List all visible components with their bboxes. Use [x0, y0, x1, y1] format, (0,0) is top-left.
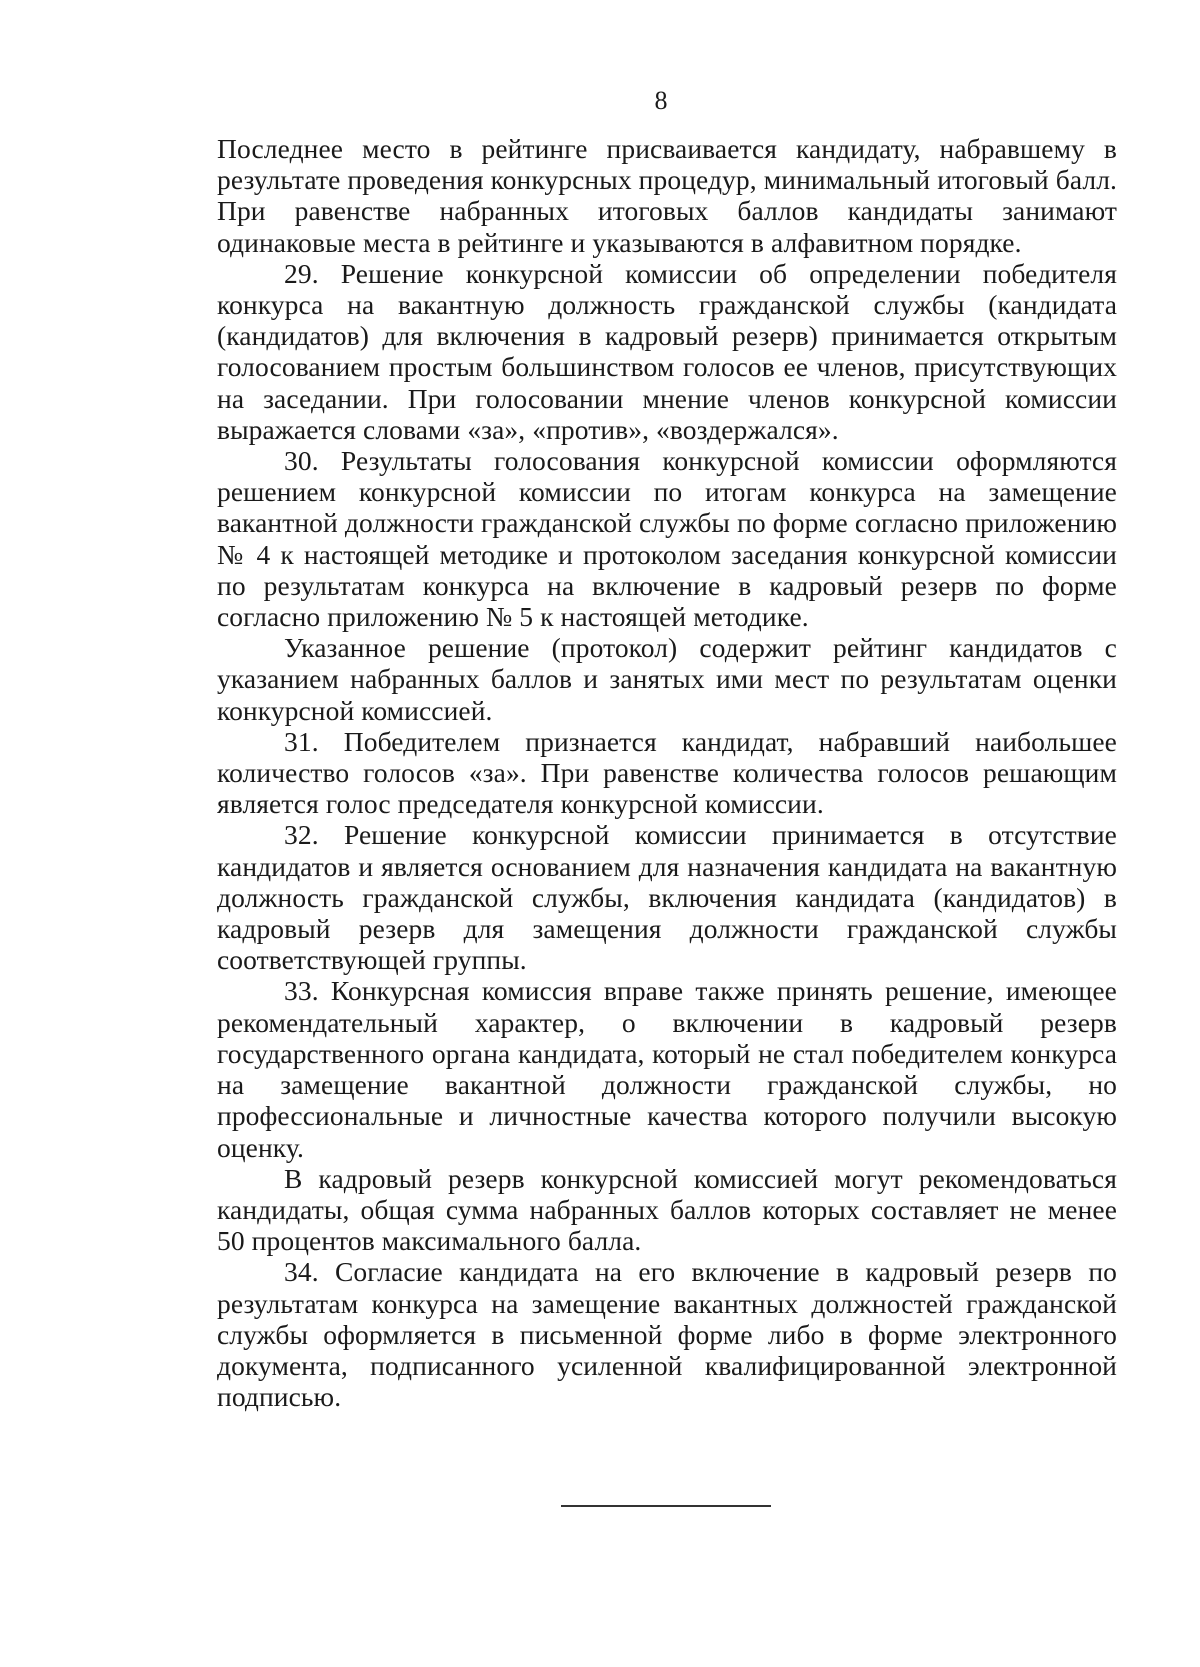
- paragraph-34-consent: 34. Согласие кандидата на его включение в кадровый резерв по результатам конкурса на замещение вакантных должностей гражданской службы оформляется в письменной форме либо в форме электронного документа, подписанного усиленной квалифицированной электронной подписью.: [217, 1256, 1117, 1413]
- document-body: [217, 133, 1117, 1412]
- paragraph-rating-last-place: Последнее место в рейтинге присваивается кандидату, набравшему в результате проведения конкурсных процедур, минимальный итоговый балл. При равенстве набранных итоговых баллов кандидаты занимают одинаковые места в рейтинге и указываются в алфавитном порядке.: [217, 133, 1117, 258]
- paragraph-32-decision-absence: 32. Решение конкурсной комиссии принимается в отсутствие кандидатов и является основанием для назначения кандидата на вакантную должность гражданской службы, включения кандидата (кандидатов) в кадровый резерв для замещения должности гражданской службы соответствующей группы.: [217, 819, 1117, 976]
- paragraph-29-decision: 29. Решение конкурсной комиссии об определении победителя конкурса на вакантную должность гражданской службы (кандидата (кандидатов) для включения в кадровый резерв) принимается открытым голосованием простым большинством голосов ее членов, присутствующих на заседании. При голосовании мнение членов конкурсной комиссии выражается словами «за», «против», «воздержался».: [217, 257, 1117, 445]
- paragraph-decision-rating: Указанное решение (протокол) содержит рейтинг кандидатов с указанием набранных баллов и занятых ими мест по результатам оценки конкурсной комиссией.: [217, 632, 1117, 726]
- paragraph-reserve-threshold: В кадровый резерв конкурсной комиссией могут рекомендоваться кандидаты, общая сумма набранных баллов которых составляет не менее 50 процентов максимального балла.: [217, 1162, 1117, 1257]
- paragraph-33-recommendation: 33. Конкурсная комиссия вправе также принять решение, имеющее рекомендательный характер, о включении в кадровый резерв государственного органа кандидата, который не стал победителем конкурса на замещение вакантной должности гражданской службы, но профессиональные и личностные качества которого получили высокую оценку.: [217, 975, 1117, 1163]
- page-number: 8: [654, 86, 668, 115]
- paragraph-30-voting-results: 30. Результаты голосования конкурсной комиссии оформляются решением конкурсной комиссии по итогам конкурса на замещение вакантной должности гражданской службы по форме согласно приложению № 4 к настоящей методике и протоколом заседания конкурсной комиссии по результатам конкурса на включение в кадровый резерв по форме согласно приложению № 5 к настоящей методике.: [217, 445, 1117, 633]
- end-of-document-rule: [561, 1505, 771, 1507]
- paragraph-31-winner: 31. Победителем признается кандидат, набравший наибольшее количество голосов «за». При равенстве количества голосов решающим является голос председателя конкурсной комиссии.: [217, 725, 1117, 820]
